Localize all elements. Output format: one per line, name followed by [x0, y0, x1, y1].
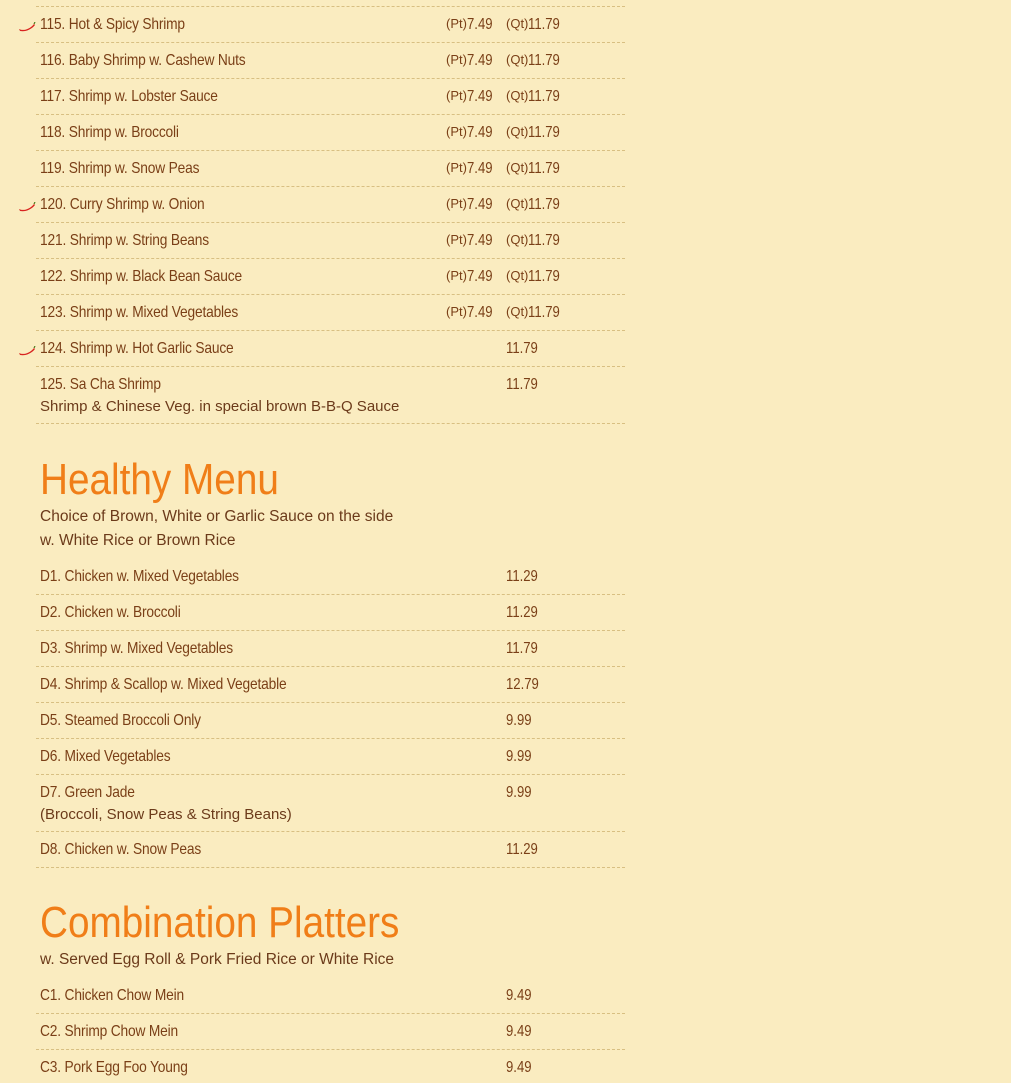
healthy-section: [36, 559, 625, 868]
hot-pepper-icon: [18, 22, 36, 32]
menu-item-122[interactable]: [36, 259, 625, 295]
combo-section: [36, 978, 625, 1083]
item-price: 11.29: [506, 568, 538, 585]
menu-item-c2[interactable]: [36, 1014, 625, 1050]
menu-item-121[interactable]: [36, 223, 625, 259]
item-name: 120. Curry Shrimp w. Onion: [40, 196, 205, 213]
item-name: 122. Shrimp w. Black Bean Sauce: [40, 268, 242, 285]
item-name: C2. Shrimp Chow Mein: [40, 1023, 179, 1040]
menu-item-d4[interactable]: [36, 667, 625, 703]
menu-item-d7[interactable]: [36, 775, 625, 832]
item-name: C3. Pork Egg Foo Young: [40, 1059, 188, 1076]
item-name: D4. Shrimp & Scallop w. Mixed Vegetable: [40, 676, 287, 693]
healthy-menu-subtitle-1: Choice of Brown, White or Garlic Sauce on the side: [40, 508, 394, 525]
item-name: 118. Shrimp w. Broccoli: [40, 124, 179, 141]
quart-price: (Qt)11.79: [506, 16, 561, 33]
pint-price: (Pt)7.49: [446, 196, 493, 213]
item-price: 11.79: [506, 640, 538, 657]
item-name: 125. Sa Cha Shrimp: [40, 376, 161, 393]
menu-item-d3[interactable]: [36, 631, 625, 667]
item-name: 124. Shrimp w. Hot Garlic Sauce: [40, 340, 234, 357]
quart-price: (Qt)11.79: [506, 160, 561, 177]
menu-item-c1[interactable]: [36, 978, 625, 1014]
menu-item-d2[interactable]: [36, 595, 625, 631]
item-price: 9.49: [506, 987, 532, 1004]
quart-price: (Qt)11.79: [506, 124, 561, 141]
item-name: D1. Chicken w. Mixed Vegetables: [40, 568, 239, 585]
item-name: D7. Green Jade: [40, 784, 135, 801]
pint-price: (Pt)7.49: [446, 232, 493, 249]
menu-item-115[interactable]: [36, 7, 625, 43]
menu-item-119[interactable]: [36, 151, 625, 187]
pint-price: (Pt)7.49: [446, 268, 493, 285]
item-name: 123. Shrimp w. Mixed Vegetables: [40, 304, 239, 321]
menu-item-d6[interactable]: [36, 739, 625, 775]
quart-price: (Qt)11.79: [506, 304, 561, 321]
healthy-menu-subtitle-2: w. White Rice or Brown Rice: [40, 532, 236, 549]
menu-item-d1[interactable]: [36, 559, 625, 595]
item-name: 116. Baby Shrimp w. Cashew Nuts: [40, 52, 246, 69]
item-name: 119. Shrimp w. Snow Peas: [40, 160, 200, 177]
item-price: 11.79: [506, 340, 538, 357]
item-price: 9.99: [506, 712, 532, 729]
quart-price: (Qt)11.79: [506, 88, 561, 105]
combination-platters-title: Combination Platters: [40, 898, 400, 947]
menu-item-124[interactable]: [36, 331, 625, 367]
menu-item-d8[interactable]: [36, 832, 625, 868]
item-name: D8. Chicken w. Snow Peas: [40, 841, 202, 858]
item-price: 9.49: [506, 1059, 532, 1076]
item-name: D6. Mixed Vegetables: [40, 748, 171, 765]
quart-price: (Qt)11.79: [506, 268, 561, 285]
hot-pepper-icon: [18, 202, 36, 212]
pint-price: (Pt)7.49: [446, 52, 493, 69]
quart-price: (Qt)11.79: [506, 232, 561, 249]
item-name: D5. Steamed Broccoli Only: [40, 712, 201, 729]
menu-item-123[interactable]: [36, 295, 625, 331]
item-name: 115. Hot & Spicy Shrimp: [40, 16, 185, 33]
pint-price: (Pt)7.49: [446, 124, 493, 141]
item-price: 11.79: [506, 376, 538, 393]
menu-item-c3[interactable]: [36, 1050, 625, 1083]
item-name: D2. Chicken w. Broccoli: [40, 604, 181, 621]
pint-price: (Pt)7.49: [446, 16, 493, 33]
item-price: 9.49: [506, 1023, 532, 1040]
menu-item-118[interactable]: [36, 115, 625, 151]
menu-item-d5[interactable]: [36, 703, 625, 739]
healthy-menu-title: Healthy Menu: [40, 455, 279, 504]
hot-pepper-icon: [18, 346, 36, 356]
item-description: (Broccoli, Snow Peas & String Beans): [40, 806, 292, 823]
menu-item-120[interactable]: [36, 187, 625, 223]
quart-price: (Qt)11.79: [506, 52, 561, 69]
shrimp-section: [36, 7, 625, 424]
item-price: 9.99: [506, 784, 532, 801]
item-name: 117. Shrimp w. Lobster Sauce: [40, 88, 218, 105]
item-price: 12.79: [506, 676, 539, 693]
item-price: 11.29: [506, 841, 538, 858]
quart-price: (Qt)11.79: [506, 196, 561, 213]
item-name: D3. Shrimp w. Mixed Vegetables: [40, 640, 233, 657]
item-name: 121. Shrimp w. String Beans: [40, 232, 209, 249]
pint-price: (Pt)7.49: [446, 88, 493, 105]
combination-platters-subtitle: w. Served Egg Roll & Pork Fried Rice or White Rice: [40, 951, 395, 968]
menu-item-125[interactable]: [36, 367, 625, 424]
menu-item-116[interactable]: [36, 43, 625, 79]
item-price: 11.29: [506, 604, 538, 621]
item-name: C1. Chicken Chow Mein: [40, 987, 184, 1004]
menu-item-117[interactable]: [36, 79, 625, 115]
pint-price: (Pt)7.49: [446, 304, 493, 321]
item-description: Shrimp & Chinese Veg. in special brown B-B-Q Sauce: [40, 398, 400, 415]
item-price: 9.99: [506, 748, 532, 765]
pint-price: (Pt)7.49: [446, 160, 493, 177]
